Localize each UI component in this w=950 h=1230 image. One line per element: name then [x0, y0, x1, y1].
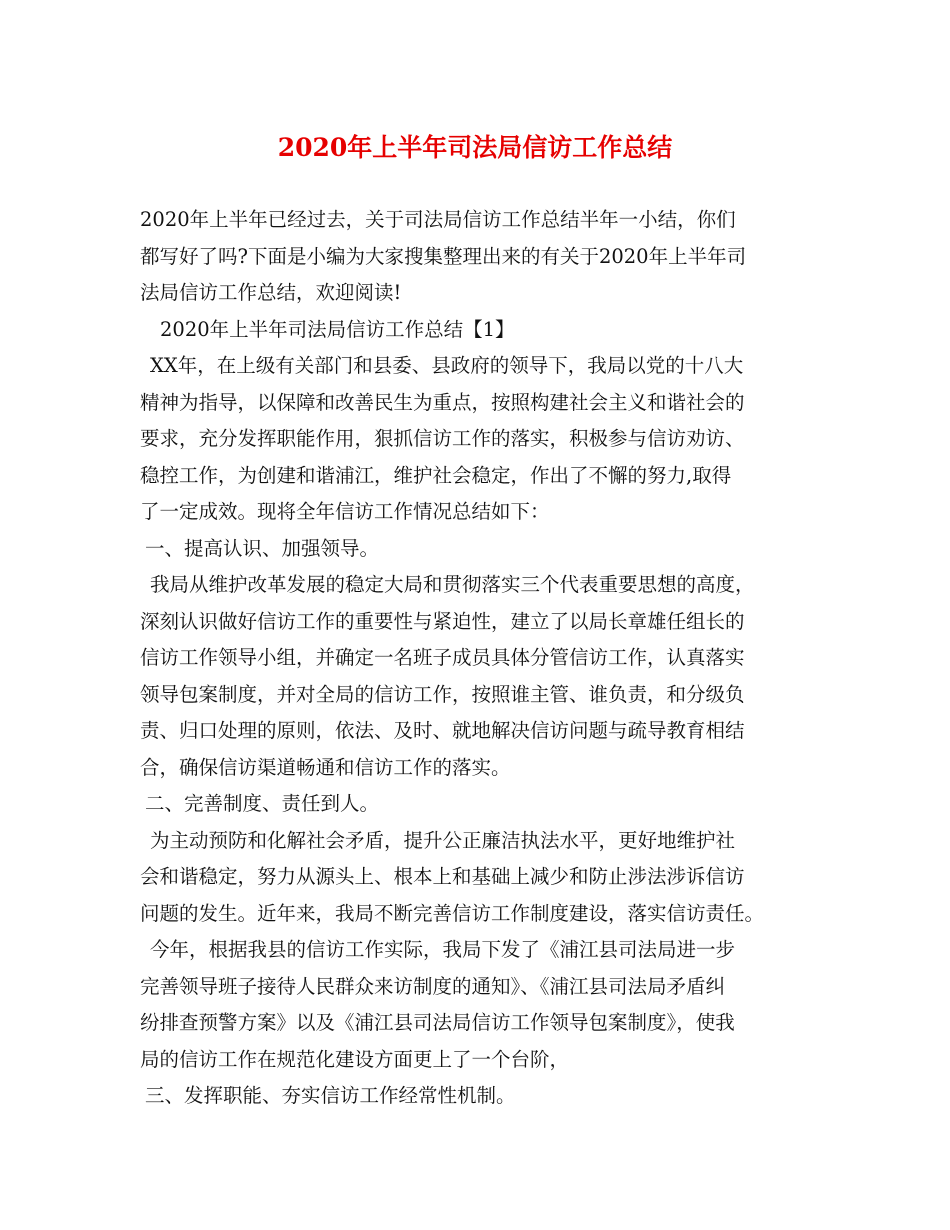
section-heading: 二、完善制度、责任到人。 [145, 792, 380, 815]
document-title: 2020年上半年司法局信访工作总结 [277, 133, 673, 162]
paragraph-line: 精神为指导，以保障和改善民生为重点，按照构建社会主义和谐社会的 [140, 390, 745, 414]
paragraph-line: 纷排查预警方案》以及《浦江县司法局信访工作领导包案制度》，使我 [140, 1011, 735, 1034]
paragraph-line: 完善领导班子接待人民群众来访制度的通知》、《浦江县司法局矛盾纠 [140, 974, 726, 998]
paragraph-line: 深刻认识做好信访工作的重要性与紧迫性，建立了以局长章雄任组长的 [140, 609, 745, 633]
paragraph-line: 局的信访工作在规范化建设方面更上了一个台阶， [140, 1047, 570, 1071]
paragraph-line: XX年，在上级有关部门和县委、县政府的领导下，我局以党的十八大 [150, 354, 744, 377]
paragraph-line: 今年，根据我县的信访工作实际，我局下发了《浦江县司法局进一步 [150, 938, 736, 961]
paragraph-line: 2020年上半年已经过去，关于司法局信访工作总结半年一小结，你们 [140, 208, 736, 231]
paragraph-line: 问题的发生。近年来，我局不断完善信访工作制度建设，落实信访责任。 [140, 901, 765, 925]
document-body [140, 202, 820, 1115]
paragraph-line: 为主动预防和化解社会矛盾，提升公正廉洁执法水平，更好地维护社 [150, 828, 736, 852]
section-heading: 三、发挥职能、夯实信访工作经常性机制。 [145, 1084, 516, 1107]
paragraph-line: 都写好了吗?下面是小编为大家搜集整理出来的有关于2020年上半年司 [140, 244, 747, 268]
paragraph-line: 我局从维护改革发展的稳定大局和贯彻落实三个代表重要思想的高度， [150, 573, 755, 596]
section-heading: 一、提高认识、加强领导。 [145, 536, 380, 560]
paragraph-line: 要求，充分发挥职能作用，狠抓信访工作的落实，积极参与信访劝访、 [140, 427, 745, 450]
section-heading: 2020年上半年司法局信访工作总结【1】 [160, 317, 515, 341]
paragraph-line: 信访工作领导小组，并确定一名班子成员具体分管信访工作，认真落实 [140, 646, 745, 669]
paragraph-line: 会和谐稳定，努力从源头上、根本上和基础上减少和防止涉法涉诉信访 [140, 865, 745, 888]
paragraph-line: 法局信访工作总结，欢迎阅读! [140, 281, 402, 304]
paragraph-line: 了一定成效。现将全年信访工作情况总结如下： [140, 500, 550, 523]
paragraph-line: 责、归口处理的原则，依法、及时、就地解决信访问题与疏导教育相结 [140, 719, 745, 742]
paragraph-line: 合，确保信访渠道畅通和信访工作的落实。 [140, 755, 511, 779]
paragraph-line: 稳控工作，为创建和谐浦江，维护社会稳定，作出了不懈的努力,取得 [140, 463, 732, 487]
paragraph-line: 领导包案制度，并对全局的信访工作，按照谁主管、谁负责，和分级负 [140, 682, 745, 706]
